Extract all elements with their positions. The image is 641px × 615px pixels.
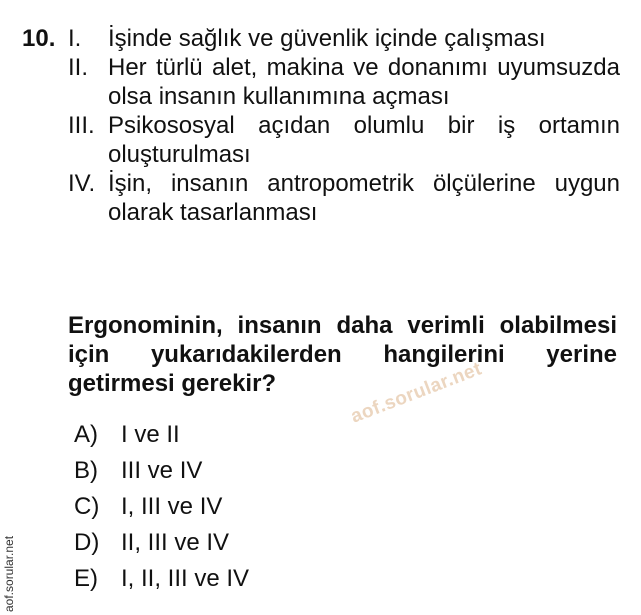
statement-item <box>68 53 620 111</box>
statement-item <box>68 169 620 227</box>
statement-text: Psikososyal açıdan olumlu bir iş ortamın oluşturulması <box>108 112 620 168</box>
statement-numeral: I. <box>68 25 82 52</box>
answer-option-b[interactable] <box>74 456 249 492</box>
option-text: I ve II <box>121 421 180 448</box>
answer-option-c[interactable] <box>74 492 249 528</box>
statement-text: İşinde sağlık ve güvenlik içinde çalışması <box>108 25 546 52</box>
option-label: A) <box>74 421 98 448</box>
statement-text: İşin, insanın antropometrik ölçülerine uygun olarak tasarlanması <box>108 170 620 226</box>
option-text: I, III ve IV <box>121 493 223 520</box>
statement-numeral: III. <box>68 112 95 139</box>
watermark-diagonal: aof.sorular.net <box>348 358 485 428</box>
option-label: E) <box>74 565 98 592</box>
statement-list <box>68 24 620 227</box>
question-stem: Ergonominin, insanın daha verimli olabilmesi için yukarıdakilerden hangilerini yerine getirmesi gerekir? <box>68 312 617 397</box>
option-label: C) <box>74 493 100 520</box>
statement-text: Her türlü alet, makina ve donanımı uyumsuzda olsa insanın kullanımına açması <box>108 54 620 110</box>
answer-options <box>74 420 249 600</box>
option-text: III ve IV <box>121 457 203 484</box>
statement-item <box>68 111 620 169</box>
option-text: II, III ve IV <box>121 529 230 556</box>
answer-option-a[interactable] <box>74 420 249 456</box>
option-text: I, II, III ve IV <box>121 565 250 592</box>
statement-item <box>68 24 620 53</box>
statement-numeral: IV. <box>68 170 96 197</box>
answer-option-d[interactable] <box>74 528 249 564</box>
answer-option-e[interactable] <box>74 564 249 600</box>
question-number: 10. <box>22 25 56 52</box>
watermark-side: aof.sorular.net <box>2 535 16 612</box>
statement-numeral: II. <box>68 54 89 81</box>
option-label: D) <box>74 529 100 556</box>
option-label: B) <box>74 457 98 484</box>
